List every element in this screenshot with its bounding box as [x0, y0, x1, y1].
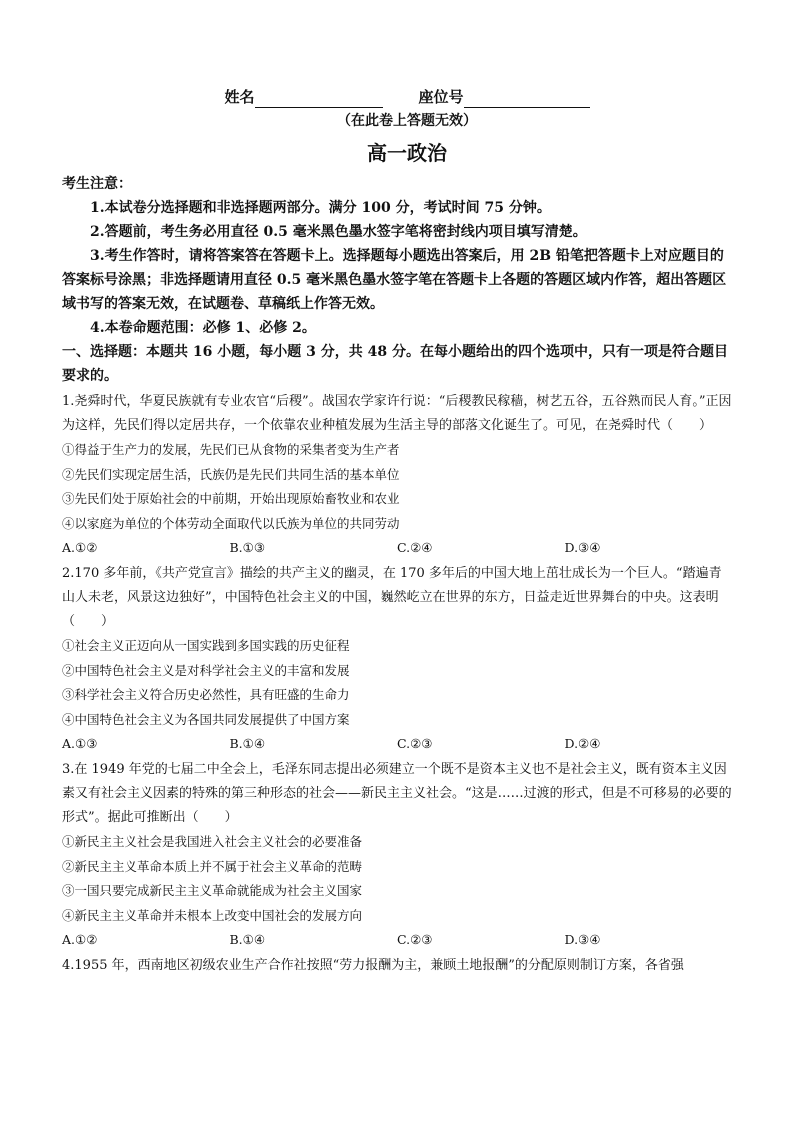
- question-stem: 2.170 多年前，《共产党宣言》描绘的共产主义的幽灵，在 170 多年后的中国大地上茁壮成长为一个巨人。“踏遍青山人未老，风景这边独好”，中国特色社会主义的中国，巍然屹立在世界的东方，日益走近世界舞台的中央。这表明（ ）: [62, 566, 722, 629]
- choice-a: A.①②: [62, 540, 98, 555]
- option-statement: ①社会主义正迈向从一国实践到多国实践的历史征程: [62, 638, 350, 653]
- question-4-stem: 4.1955 年，西南地区初级农业生产合作社按照“劳力报酬为主，兼顾土地报酬”的分配原则制订方案，各省强: [62, 958, 684, 973]
- header-fields: [82, 86, 732, 108]
- answer-choices: [62, 928, 732, 952]
- option-statement: ①新民主主义社会是我国进入社会主义社会的必要准备: [62, 834, 363, 849]
- section-heading: 一、选择题：本题共 16 小题，每小题 3 分，共 48 分。在每小题给出的四个选项中，只有一项是符合题目要求的。: [62, 344, 728, 384]
- question-stem: 3.在 1949 年党的七届二中全会上，毛泽东同志提出必须建立一个既不是资本主义也不是社会主义，既有资本主义因素又有社会主义因素的特殊的第三种形态的社会——新民主主义社会。“这是……过渡的形式，但是不可移易的必要的形式”。据此可推断出（ ）: [62, 762, 732, 825]
- name-blank[interactable]: [255, 91, 383, 108]
- option-statement: ④中国特色社会主义为各国共同发展提供了中国方案: [62, 711, 350, 727]
- instruction-item: 2.答题前，考生务必用直径 0.5 毫米黑色墨水签字笔将密封线内项目填写清楚。: [90, 224, 587, 240]
- choice-a: A.①③: [62, 736, 98, 751]
- choice-d: D.③④: [564, 932, 601, 947]
- choice-b: B.①③: [229, 540, 266, 555]
- seat-label: 座位号: [418, 88, 464, 106]
- choice-b: B.①④: [229, 932, 266, 947]
- option-statement: ③一国只要完成新民主主义革命就能成为社会主义国家: [62, 883, 363, 898]
- option-statement: ③先民们处于原始社会的中前期，开始出现原始畜牧业和农业: [62, 491, 400, 506]
- option-statement: ④新民主主义革命并未根本上改变中国社会的发展方向: [62, 907, 363, 923]
- instruction-item: 3.考生作答时，请将答案答在答题卡上。选择题每小题选出答案后，用 2B 铅笔把答题卡上对应题目的答案标号涂黑；非选择题请用直径 0.5 毫米黑色墨水签字笔在答题卡上各题的答题区域内作答，超出答题区域书写的答案无效，在试题卷、草稿纸上作答无效。: [62, 248, 727, 312]
- page-title: 高一政治: [367, 141, 447, 165]
- choice-c: C.②③: [397, 736, 433, 751]
- question-1: [62, 390, 732, 560]
- name-label: 姓名: [224, 88, 255, 106]
- question-stem: 1.尧舜时代，华夏民族就有专业农官“后稷”。战国农学家许行说：“后稷教民稼穑，树艺五谷，五谷熟而民人育。”正因为这样，先民们得以定居共存，一个依靠农业种植发展为生活主导的部落文化诞生了。可见，在尧舜时代（ ）: [62, 394, 732, 433]
- option-statement: ②新民主主义革命本质上并不属于社会主义革命的范畴: [62, 858, 363, 874]
- question-3: [62, 758, 732, 952]
- option-statement: ②中国特色社会主义是对科学社会主义的丰富和发展: [62, 662, 350, 678]
- choice-c: C.②③: [397, 932, 433, 947]
- choice-a: A.①②: [62, 932, 98, 947]
- choice-c: C.②④: [397, 540, 433, 555]
- option-statement: ③科学社会主义符合历史必然性，具有旺盛的生命力: [62, 687, 350, 702]
- choice-d: D.②④: [564, 736, 601, 751]
- answer-invalid-note: （在此卷上答题无效）: [337, 113, 477, 129]
- option-statement: ④以家庭为单位的个体劳动全面取代以氏族为单位的共同劳动: [62, 515, 400, 531]
- instructions-heading: 考生注意：: [62, 176, 132, 192]
- choice-b: B.①④: [229, 736, 266, 751]
- seat-blank[interactable]: [464, 91, 590, 108]
- choice-d: D.③④: [564, 540, 601, 555]
- question-2: [62, 562, 732, 756]
- option-statement: ①得益于生产力的发展，先民们已从食物的采集者变为生产者: [62, 442, 400, 457]
- option-statement: ②先民们实现定居生活，氏族仍是先民们共同生活的基本单位: [62, 466, 400, 482]
- answer-choices: [62, 732, 732, 756]
- instruction-item: 1.本试卷分选择题和非选择题两部分。满分 100 分，考试时间 75 分钟。: [90, 200, 551, 216]
- instruction-item: 4.本卷命题范围：必修 1、必修 2。: [90, 320, 316, 336]
- answer-choices: [62, 536, 732, 560]
